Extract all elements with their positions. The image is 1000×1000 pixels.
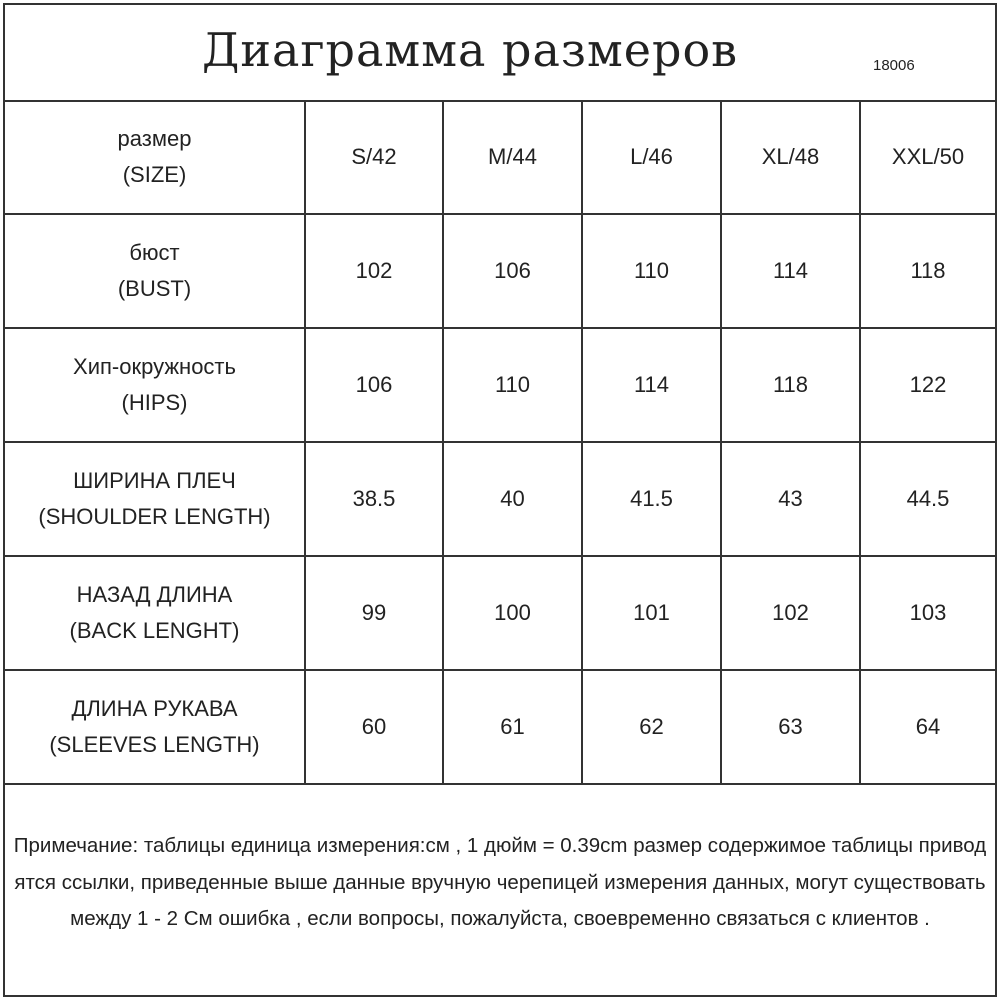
page-title: Диаграмма размеров [201,23,739,77]
table-cell: 110 [582,214,721,328]
table-cell: 114 [721,214,860,328]
table-cell: 118 [721,328,860,442]
row-label-en: (SHOULDER LENGTH) [38,504,271,529]
table-cell: 101 [582,556,721,670]
table-cell: 106 [305,328,443,442]
table-cell: 64 [860,670,995,784]
table-cell: 61 [443,670,582,784]
header-label-ru: размер [117,125,192,151]
header-label-cell [5,100,305,214]
table-cell: 114 [582,328,721,442]
table-cell: 103 [860,556,995,670]
row-label-en: (BACK LENGHT) [69,618,240,643]
title-row [5,5,995,102]
row-label-en: (HIPS) [121,390,188,415]
table-cell: 102 [305,214,443,328]
table-cell: 118 [860,214,995,328]
size-xl: XL/48 [721,100,860,214]
table-cell: 102 [721,556,860,670]
size-table [5,100,995,785]
footnote: Примечание: таблицы единица измерения:см , 1 дюйм = 0.39cm размер содержимое таблицы приводятся ссылки, приведенные выше данные вручную черепицей измерения данных, могут существовать между 1 - 2 См ошибка , если вопросы, пожалуйста, своевременно связаться с клиентов . [13,834,987,930]
size-s: S/42 [305,100,443,214]
table-cell: 40 [443,442,582,556]
header-row [5,100,995,214]
table-cell: 44.5 [860,442,995,556]
table-cell: 110 [443,328,582,442]
size-xxl: XXL/50 [860,100,995,214]
row-bust [5,214,995,328]
row-label-ru: ДЛИНА РУКАВА [71,696,238,721]
table-cell: 99 [305,556,443,670]
table-cell: 106 [443,214,582,328]
table-cell: 41.5 [582,442,721,556]
row-label [5,556,305,670]
table-cell: 43 [721,442,860,556]
size-l: L/46 [582,100,721,214]
row-shoulder [5,442,995,556]
table-cell: 62 [582,670,721,784]
row-label-ru: Хип-окружность [73,354,236,379]
row-label [5,328,305,442]
row-label-en: (SLEEVES LENGTH) [49,732,260,757]
row-sleeves-length [5,670,995,784]
row-label-en: (BUST) [117,276,192,301]
size-m: M/44 [443,100,582,214]
table-cell: 100 [443,556,582,670]
table-cell: 38.5 [305,442,443,556]
row-label [5,442,305,556]
table-cell: 60 [305,670,443,784]
row-label [5,214,305,328]
row-hips [5,328,995,442]
product-code: 18006 [873,57,915,74]
size-chart [3,3,997,997]
row-back-length [5,556,995,670]
header-label-en: (SIZE) [122,161,187,187]
row-label-ru: бюст [129,240,180,265]
row-label [5,670,305,784]
row-label-ru: НАЗАД ДЛИНА [76,582,233,607]
table-cell: 122 [860,328,995,442]
table-cell: 63 [721,670,860,784]
row-label-ru: ШИРИНА ПЛЕЧ [73,468,236,493]
